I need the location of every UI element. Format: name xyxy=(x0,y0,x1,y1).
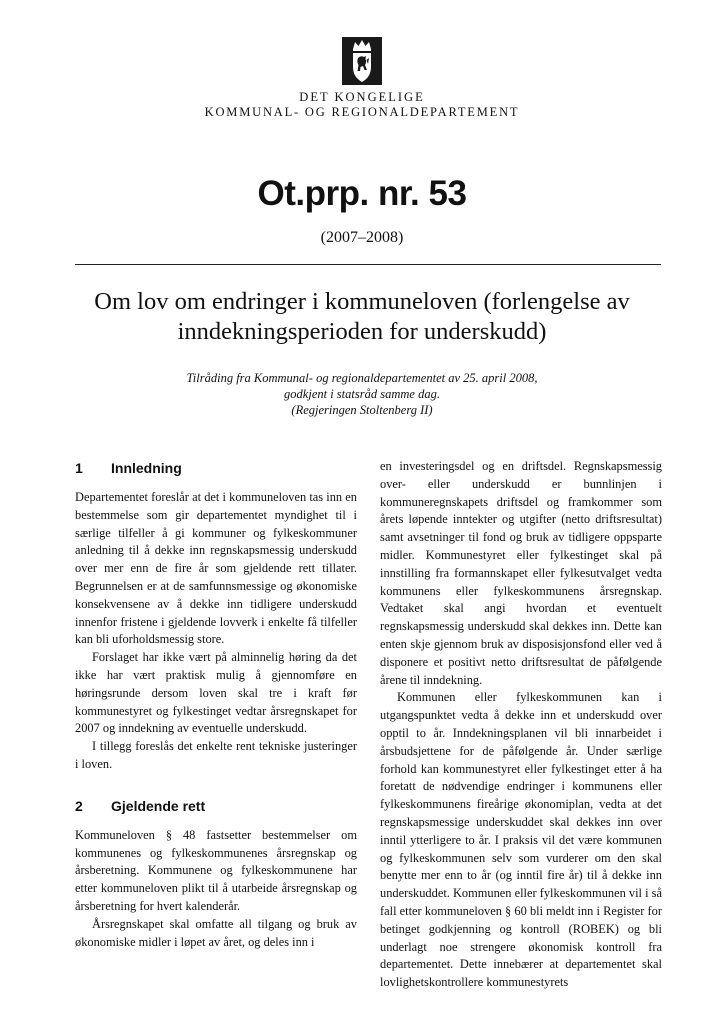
approval-note xyxy=(100,370,624,418)
section-heading xyxy=(75,796,357,816)
body-paragraph: I tillegg foreslås det enkelte rent tekniske justeringer i loven. xyxy=(75,739,357,771)
body-paragraph: Forslaget har ikke vært på alminnelig høring da det ikke har vært praktisk mulig å gjennomføre en høringsrunde dersom loven skal tre i kraft før kommunestyret og fylkestinget vedtar årsregnskapet for 2007 og inndekning av eventuelle underskudd. xyxy=(75,650,357,736)
left-column xyxy=(75,458,357,951)
right-column xyxy=(380,458,662,992)
section-number: 2 xyxy=(75,797,83,814)
body-paragraph: en investeringsdel og en driftsdel. Regnskapsmessig over- eller underskudd er bunnlinjen i kommuneregnskapets driftsdel og framkommer som årets løpende inntekter og utgifter (netto driftsresultat) samt avsetninger til fond og bruk av tidligere oppsparte midler. Kommunestyret eller fylkestinget skal på innstilling fra formannskapet eller fylkesutvalget vedta kommunens eller fylkeskommunens årsregnskap. Vedtaket skal angi hvordan et eventuelt regnskapsmessig underskudd skal dekkes inn. Dette kan enten skje gjennom bruk av disposisjonsfond eller ved å disponere et positivt netto driftsresultat de påfølgende årene til inndekning. xyxy=(380,459,662,687)
department-name-line1: DET KONGELIGE xyxy=(299,90,425,104)
body-paragraph: Kommunen eller fylkeskommunen kan i utgangspunktet vedta å dekke inn et underskudd over opptil to år. Inndekningsplanen vil bli innarbeidet i årsbudsjettene for de påfølgende år. Under særlige forhold kan kommunestyret eller fylkestinget etter å ha foretatt de nødvendige endringer i kommunens eller fylkeskommunens fireårige økonomiplan, vedta at det regnskapsmessige underskuddet skal dekkes inn over inntil ytterligere to år. I praksis vil det være kommunen og fylkeskommunen selv som vurderer om den skal benytte mer enn to år (og inntil fire år) til å dekke inn underskuddet. Kommunen eller fylkeskommunen vil i så fall etter kommuneloven § 60 bli meldt inn i Register for betinget godkjenning og kontroll (ROBEK) og bli underlagt noe strengere økonomisk kontroll fra departementet. Dette innebærer at departementet skal lovlighetskontrollere kommunestyrets xyxy=(380,690,662,990)
section-heading xyxy=(75,458,357,478)
body-paragraph: Departementet foreslår at det i kommuneloven tas inn en bestemmelse som gir departementet myndighet til i særlige tilfeller å gi kommuner og fylkeskommuner anledning til å dekke inn regnskapsmessig underskudd over mer enn de fire år som gjeldende rett tillater. Begrunnelsen er at de samfunnsmessige og økonomiske konsekvensene av å dekke inn tidligere underskudd innenfor fristene i gjeldende lovverk i enkelte få tilfeller kan bli uforholdsmessig store. xyxy=(75,490,357,647)
document-title: Ot.prp. nr. 53 xyxy=(257,174,467,213)
body-paragraph: Kommuneloven § 48 fastsetter bestemmelser om kommunenes og fylkeskommunenes årsregnskap og årsberetning. Kommunene og fylkeskommunene har etter kommuneloven plikt til å utarbeide årsregnskap og årsberetning for hvert kalenderår. xyxy=(75,827,357,913)
title-divider xyxy=(75,264,661,265)
document-subtitle: Om lov om endringer i kommuneloven (forlengelse av inndekningsperioden for underskudd) xyxy=(94,288,630,345)
approval-line: godkjent i statsråd samme dag. xyxy=(284,387,440,401)
section-title: Gjeldende rett xyxy=(111,797,206,814)
approval-line: Tilråding fra Kommunal- og regionaldepartementet av 25. april 2008, xyxy=(186,371,538,385)
norwegian-coat-of-arms-icon xyxy=(342,37,382,85)
approval-line: (Regjeringen Stoltenberg II) xyxy=(291,403,433,417)
section-title: Innledning xyxy=(111,460,182,476)
session-years: (2007–2008) xyxy=(320,229,404,246)
body-paragraph: Årsregnskapet skal omfatte all tilgang og bruk av økonomiske midler i løpet av året, og deles inn i xyxy=(75,916,357,949)
department-name-line2: KOMMUNAL- OG REGIONALDEPARTEMENT xyxy=(204,105,520,119)
section-number: 1 xyxy=(75,460,83,476)
